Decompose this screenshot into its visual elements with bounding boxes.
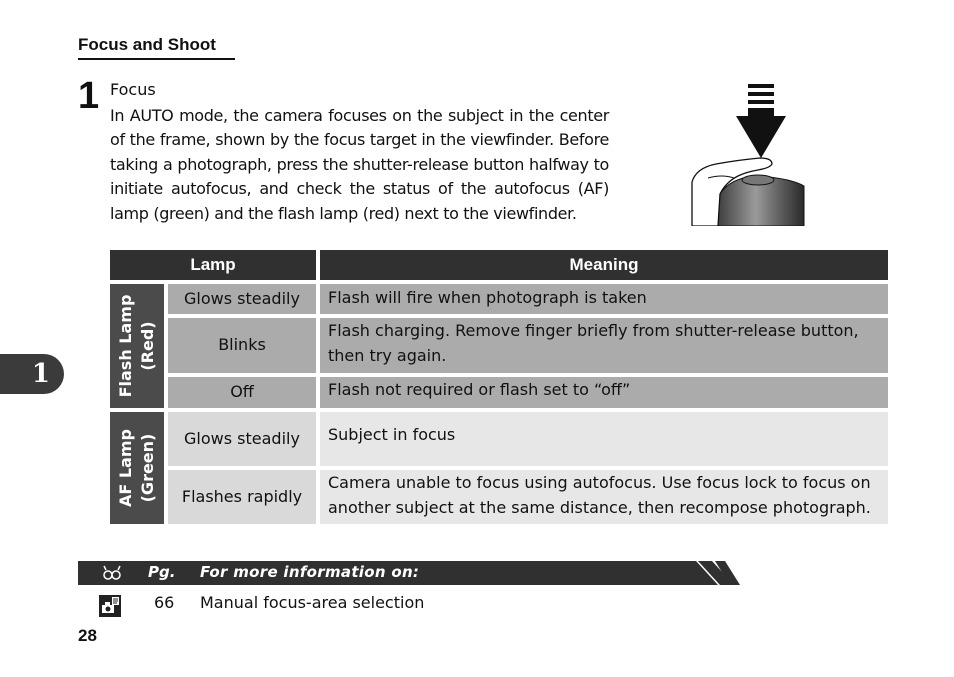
table-row-meaning: Flash not required or flash set to “off” bbox=[320, 377, 888, 408]
table-row-meaning: Subject in focus bbox=[320, 412, 888, 466]
ref-page-number: 66 bbox=[154, 593, 175, 612]
table-row-meaning: Flash charging. Remove finger briefly from shutter-release button, then try again. bbox=[320, 318, 888, 373]
group-label-flash-lamp bbox=[110, 284, 164, 408]
table-row-status: Glows steadily bbox=[168, 412, 316, 466]
shutter-press-illustration bbox=[686, 82, 810, 226]
table-row-meaning: Camera unable to focus using autofocus. Use focus lock to focus on another subject at the same distance, then recompose photograph. bbox=[320, 470, 888, 524]
group-color: (Green) bbox=[138, 433, 157, 503]
chapter-tab: 1 bbox=[0, 354, 64, 394]
table-row-meaning: Flash will fire when photograph is taken bbox=[320, 284, 888, 314]
page-number: 28 bbox=[78, 626, 97, 645]
table-row-status: Flashes rapidly bbox=[168, 470, 316, 524]
reference-icon bbox=[98, 594, 122, 618]
table-row-status: Glows steadily bbox=[168, 284, 316, 314]
table-header-meaning: Meaning bbox=[320, 250, 888, 280]
info-pg-label: Pg. bbox=[148, 563, 176, 581]
arrow-bar bbox=[748, 84, 774, 88]
ref-text: Manual focus-area selection bbox=[200, 593, 425, 612]
table-row-status: Blinks bbox=[168, 318, 316, 373]
step-heading: Focus bbox=[110, 80, 156, 99]
info-title: For more information on: bbox=[200, 563, 420, 581]
down-arrow-icon bbox=[736, 108, 786, 158]
group-color: (Red) bbox=[138, 321, 157, 371]
group-name: AF Lamp bbox=[116, 429, 135, 507]
table-row-status: Off bbox=[168, 377, 316, 408]
arrow-bar bbox=[748, 92, 774, 96]
group-name: Flash Lamp bbox=[116, 294, 135, 398]
arrow-bar bbox=[748, 100, 774, 104]
shutter-button bbox=[742, 175, 774, 185]
step-number: 1 bbox=[78, 75, 100, 117]
step-text: In AUTO mode, the camera focuses on the subject in the center of the frame, shown by the focus target in the viewfinder. Before taking a photograph, press the shutter-release button halfway to initiate autofocus, and check the status of the autofocus (AF) lamp (green) and the flash lamp (red) next to the viewfinder. bbox=[110, 106, 609, 223]
section-title: Focus and Shoot bbox=[78, 34, 235, 60]
table-header-lamp: Lamp bbox=[110, 250, 316, 280]
group-label-af-lamp bbox=[110, 412, 164, 524]
